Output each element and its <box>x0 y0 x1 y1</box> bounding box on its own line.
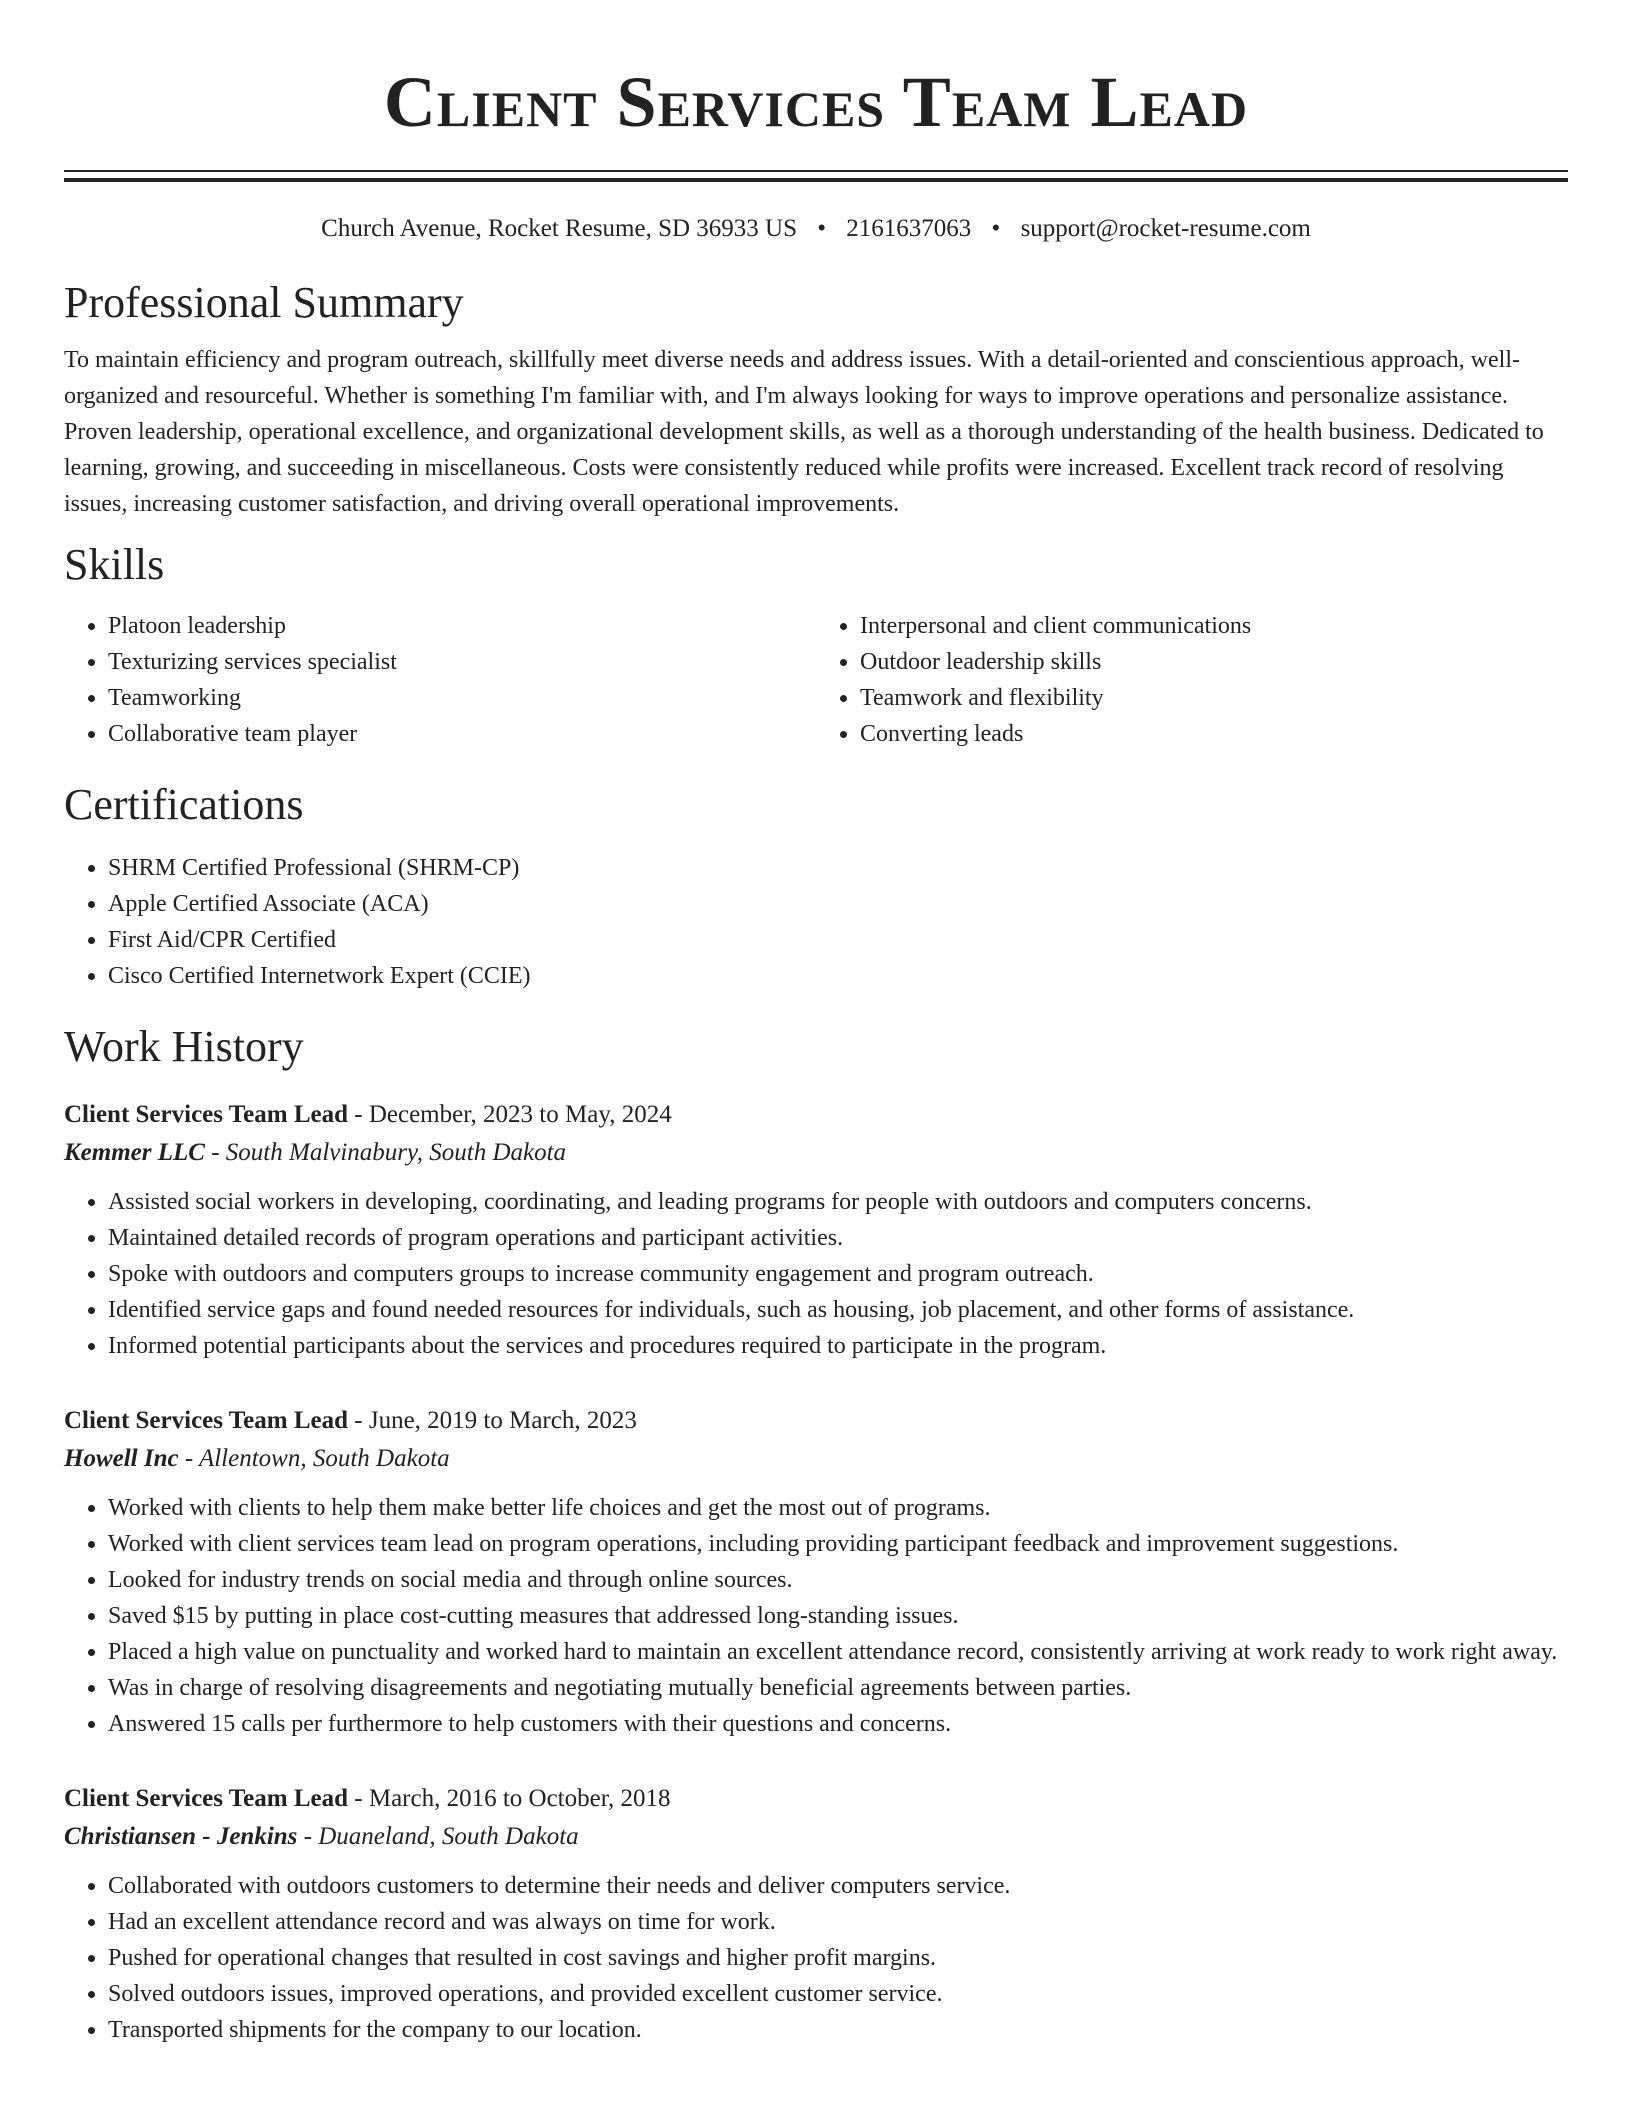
contact-email: support@rocket-resume.com <box>1020 215 1311 242</box>
job-bullet: • Worked with clients to help them make better life choices and get the most out of programs. <box>108 1490 1568 1526</box>
job-bullet: • Assisted social workers in developing, coordinating, and leading programs for people with outdoors and computers concerns. <box>108 1184 1568 1220</box>
job-bullets <box>64 1490 1568 1742</box>
job-bullet: • Maintained detailed records of program operations and participant activities. <box>108 1220 1568 1256</box>
summary-text: To maintain efficiency and program outreach, skillfully meet diverse needs and address issues. With a detail-oriented and conscientious approach, well-organized and resourceful. Whether is something I'm familiar with, and I'm always looking for ways to improve operations and personalize assistance. Proven leadership, operational excellence, and organizational development skills, as well as a thorough understanding of the health business. Dedicated to learning, growing, and succeeding in miscellaneous. Costs were consistently reduced while profits were increased. Excellent track record of resolving issues, increasing customer satisfaction, and driving overall operational improvements. <box>64 347 1544 517</box>
summary-heading: Professional Summary <box>64 278 464 327</box>
job-bullet: • Placed a high value on punctuality and worked hard to maintain an excellent attendance record, consistently arriving at work ready to work right away. <box>108 1634 1568 1670</box>
job-bullet: • Looked for industry trends on social media and through online sources. <box>108 1562 1568 1598</box>
job-company: Kemmer LLC <box>64 1139 205 1166</box>
job-company-line <box>64 1440 1568 1478</box>
job-company: Howell Inc <box>64 1445 179 1472</box>
job-bullets <box>64 1868 1568 2048</box>
job-dates: - March, 2016 to October, 2018 <box>348 1785 671 1812</box>
certifications-heading: Certifications <box>64 780 304 829</box>
skills-columns <box>64 608 1568 752</box>
job-bullet: • Transported shipments for the company to our location. <box>108 2012 1568 2048</box>
certification-item: • Cisco Certified Internetwork Expert (CCIE) <box>108 958 1568 994</box>
job-dates: - June, 2019 to March, 2023 <box>348 1407 637 1434</box>
skills-heading: Skills <box>64 540 165 589</box>
skill-item: • Platoon leadership <box>108 608 816 644</box>
contact-phone: 2161637063 <box>846 215 972 242</box>
job-bullets <box>64 1184 1568 1364</box>
job-company-line <box>64 1818 1568 1856</box>
job-title-line <box>64 1780 1568 1818</box>
job-bullet: • Spoke with outdoors and computers groups to increase community engagement and program outreach. <box>108 1256 1568 1292</box>
job-location: - Allentown, South Dakota <box>178 1445 450 1472</box>
skill-item: • Converting leads <box>860 716 1568 752</box>
job-bullet: • Solved outdoors issues, improved operations, and provided excellent customer service. <box>108 1976 1568 2012</box>
skill-item: • Teamwork and flexibility <box>860 680 1568 716</box>
job-dates: - December, 2023 to May, 2024 <box>348 1101 672 1128</box>
job-title-line <box>64 1402 1568 1440</box>
certifications-section <box>64 778 1568 994</box>
contact-line <box>64 212 1568 246</box>
skill-item: • Outdoor leadership skills <box>860 644 1568 680</box>
work-history-heading: Work History <box>64 1022 304 1071</box>
job-bullet: • Informed potential participants about the services and procedures required to participate in the program. <box>108 1328 1568 1364</box>
page-title: Client Services Team Lead <box>383 62 1249 142</box>
skill-item: • Teamworking <box>108 680 816 716</box>
job-role: Client Services Team Lead <box>64 1101 349 1128</box>
job-bullet: • Identified service gaps and found needed resources for individuals, such as housing, job placement, and other forms of assistance. <box>108 1292 1568 1328</box>
certification-item: • First Aid/CPR Certified <box>108 922 1568 958</box>
title-divider <box>64 170 1568 182</box>
skills-list-right <box>816 608 1568 752</box>
job-entry <box>64 1096 1568 1364</box>
contact-separator: • <box>991 215 1001 242</box>
job-location: - Duaneland, South Dakota <box>297 1823 579 1850</box>
skill-item: • Interpersonal and client communications <box>860 608 1568 644</box>
job-role: Client Services Team Lead <box>64 1407 349 1434</box>
job-bullet: • Had an excellent attendance record and was always on time for work. <box>108 1904 1568 1940</box>
contact-separator: • <box>817 215 827 242</box>
skills-list-left <box>64 608 816 752</box>
job-bullet: • Was in charge of resolving disagreements and negotiating mutually beneficial agreements between parties. <box>108 1670 1568 1706</box>
job-company: Christiansen - Jenkins <box>64 1823 298 1850</box>
summary-section <box>64 276 1568 522</box>
certification-item: • SHRM Certified Professional (SHRM-CP) <box>108 850 1568 886</box>
skills-section <box>64 538 1568 752</box>
contact-address: Church Avenue, Rocket Resume, SD 36933 US <box>321 215 798 242</box>
work-history-section <box>64 1020 1568 2048</box>
job-entry <box>64 1780 1568 2048</box>
certifications-list <box>64 850 1568 994</box>
job-bullet: • Collaborated with outdoors customers to determine their needs and deliver computers service. <box>108 1868 1568 1904</box>
job-bullet: • Pushed for operational changes that resulted in cost savings and higher profit margins. <box>108 1940 1568 1976</box>
job-bullet: • Answered 15 calls per furthermore to help customers with their questions and concerns. <box>108 1706 1568 1742</box>
skill-item: • Collaborative team player <box>108 716 816 752</box>
job-company-line <box>64 1134 1568 1172</box>
job-bullet: • Worked with client services team lead on program operations, including providing participant feedback and improvement suggestions. <box>108 1526 1568 1562</box>
certification-item: • Apple Certified Associate (ACA) <box>108 886 1568 922</box>
job-bullet: • Saved $15 by putting in place cost-cutting measures that addressed long-standing issues. <box>108 1598 1568 1634</box>
job-location: - South Malvinabury, South Dakota <box>204 1139 567 1166</box>
job-title-line <box>64 1096 1568 1134</box>
job-entry <box>64 1402 1568 1742</box>
skill-item: • Texturizing services specialist <box>108 644 816 680</box>
job-role: Client Services Team Lead <box>64 1785 349 1812</box>
